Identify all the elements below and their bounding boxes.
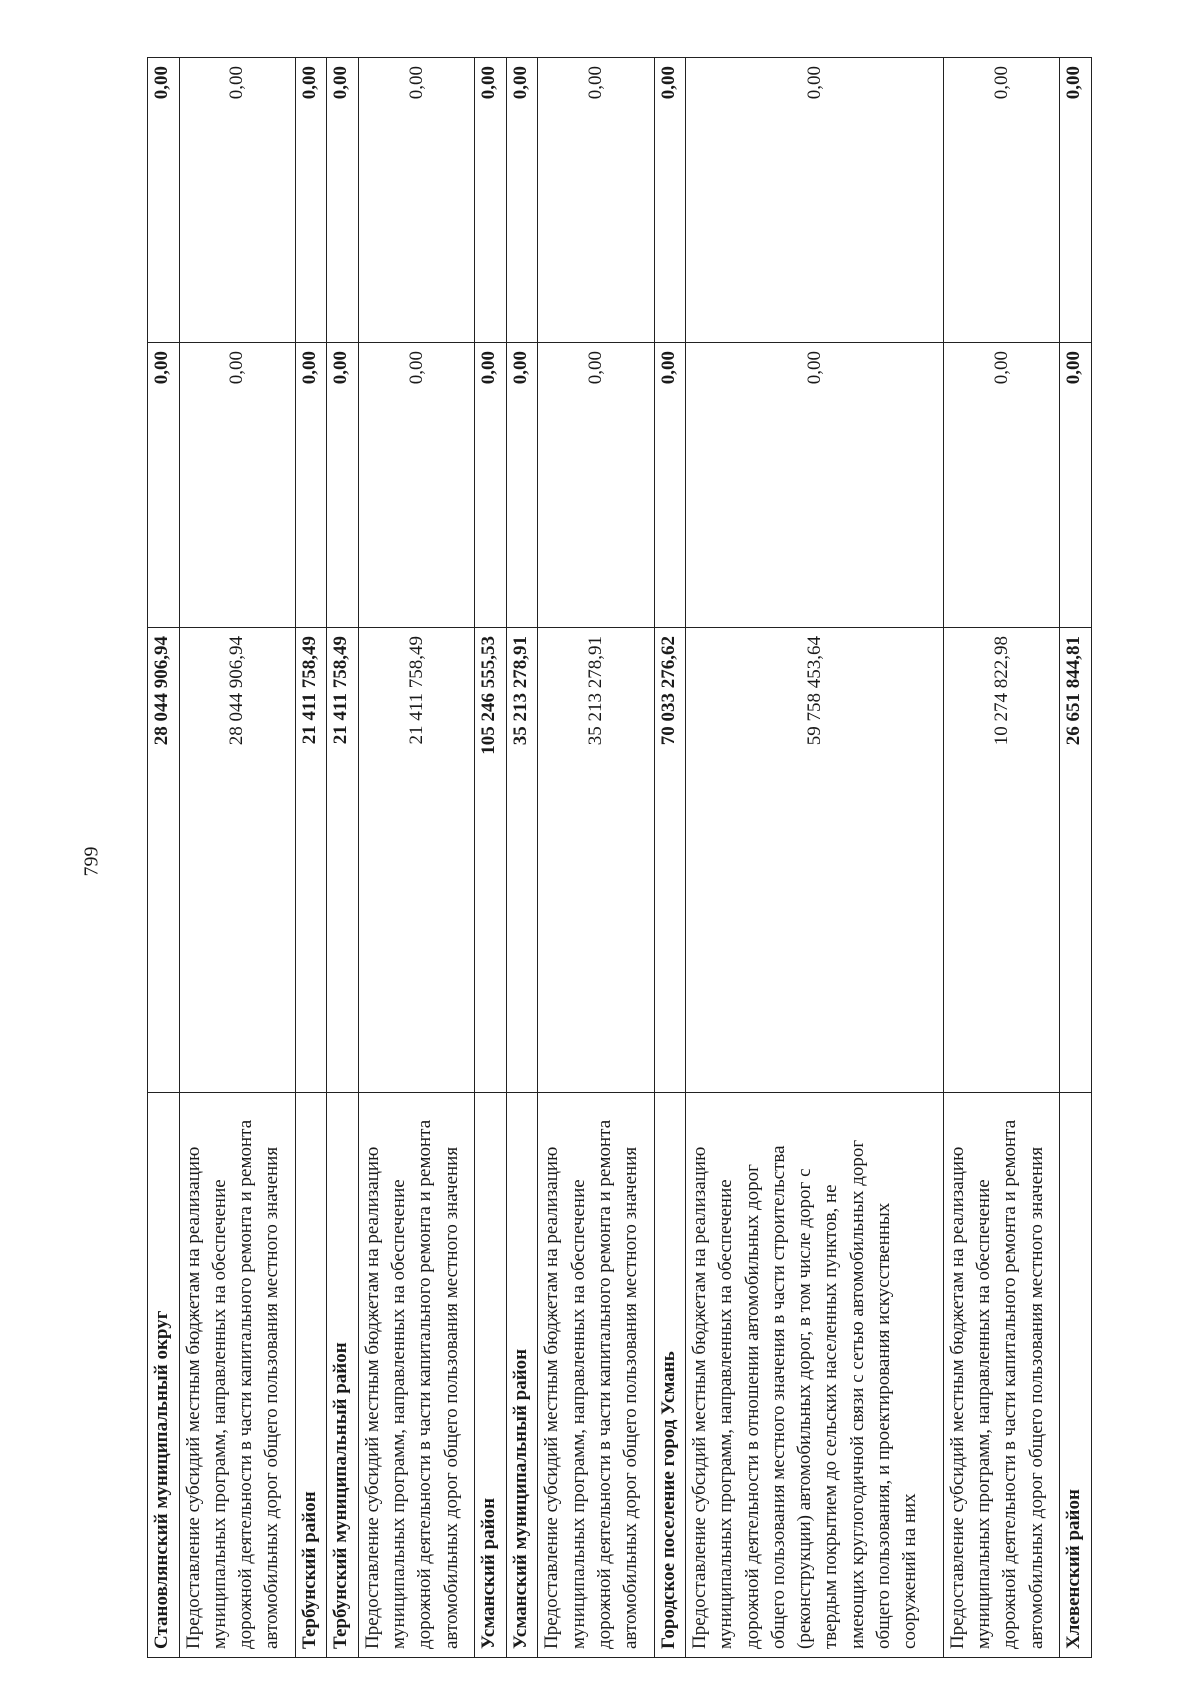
row-amount-3-cell: 0,00 bbox=[327, 58, 359, 343]
row-amount-2-cell: 0,00 bbox=[475, 343, 507, 628]
row-name-cell: Предоставление субсидий местным бюджетам на реализацию муниципальных программ, направленных на обеспечение дорожной деятельности в отношении автомобильных дорог общего пользования местного значения в части строительства (реконструкции) автомобильных дорог, в том числе дорог с твердым покрытием до сельских населенных пунктов, не имеющих круглогодичной связи с сетью автомобильных дорог общего пользования, и проектирования искусственных сооружений на них bbox=[686, 1093, 944, 1658]
table-row-total bbox=[327, 58, 359, 1658]
row-amount-3-cell: 0,00 bbox=[538, 58, 654, 343]
row-amount-2-cell: 0,00 bbox=[506, 343, 538, 628]
row-name-cell: Усманский муниципальный район bbox=[506, 1093, 538, 1658]
page-number: 799 bbox=[80, 846, 103, 877]
table-row-detail bbox=[358, 58, 474, 1658]
row-name-cell: Тербунский муниципальный район bbox=[327, 1093, 359, 1658]
row-amount-3-cell: 0,00 bbox=[654, 58, 686, 343]
row-amount-3-cell: 0,00 bbox=[179, 58, 295, 343]
row-amount-2-cell: 0,00 bbox=[327, 343, 359, 628]
row-name-cell: Становлянский муниципальный округ bbox=[148, 1093, 180, 1658]
row-amount-2-cell: 0,00 bbox=[654, 343, 686, 628]
row-amount-cell: 28 044 906,94 bbox=[148, 628, 180, 1093]
row-amount-cell: 59 758 453,64 bbox=[686, 628, 944, 1093]
row-amount-2-cell: 0,00 bbox=[148, 343, 180, 628]
row-amount-2-cell: 0,00 bbox=[686, 343, 944, 628]
budget-table-body bbox=[148, 58, 1092, 1658]
table-row-detail bbox=[179, 58, 295, 1658]
table-row-total bbox=[1060, 58, 1092, 1658]
row-amount-2-cell: 0,00 bbox=[944, 343, 1060, 628]
row-amount-3-cell: 0,00 bbox=[506, 58, 538, 343]
row-amount-3-cell: 0,00 bbox=[295, 58, 327, 343]
row-name-cell: Городское поселение город Усмань bbox=[654, 1093, 686, 1658]
table-row-total bbox=[475, 58, 507, 1658]
row-amount-3-cell: 0,00 bbox=[686, 58, 944, 343]
row-name-cell: Предоставление субсидий местным бюджетам на реализацию муниципальных программ, направленных на обеспечение дорожной деятельности в части капитального ремонта и ремонта автомобильных дорог общего пользования местного значения bbox=[179, 1093, 295, 1658]
row-name-cell: Хлевенский район bbox=[1060, 1093, 1092, 1658]
row-amount-3-cell: 0,00 bbox=[944, 58, 1060, 343]
row-name-cell: Предоставление субсидий местным бюджетам на реализацию муниципальных программ, направленных на обеспечение дорожной деятельности в части капитального ремонта и ремонта автомобильных дорог общего пользования местного значения bbox=[538, 1093, 654, 1658]
row-amount-cell: 28 044 906,94 bbox=[179, 628, 295, 1093]
table-row-total bbox=[506, 58, 538, 1658]
row-amount-cell: 105 246 555,53 bbox=[475, 628, 507, 1093]
rotated-table-container bbox=[147, 58, 1092, 1658]
row-amount-cell: 10 274 822,98 bbox=[944, 628, 1060, 1093]
table-row-total bbox=[148, 58, 180, 1658]
row-amount-2-cell: 0,00 bbox=[295, 343, 327, 628]
row-amount-cell: 26 651 844,81 bbox=[1060, 628, 1092, 1093]
table-row-total bbox=[295, 58, 327, 1658]
row-amount-3-cell: 0,00 bbox=[148, 58, 180, 343]
row-amount-cell: 35 213 278,91 bbox=[538, 628, 654, 1093]
row-amount-3-cell: 0,00 bbox=[1060, 58, 1092, 343]
row-amount-cell: 21 411 758,49 bbox=[358, 628, 474, 1093]
row-name-cell: Предоставление субсидий местным бюджетам на реализацию муниципальных программ, направленных на обеспечение дорожной деятельности в части капитального ремонта и ремонта автомобильных дорог общего пользования местного значения bbox=[944, 1093, 1060, 1658]
table-row-detail bbox=[686, 58, 944, 1658]
table-row-detail bbox=[944, 58, 1060, 1658]
table-row-total bbox=[654, 58, 686, 1658]
row-name-cell: Усманский район bbox=[475, 1093, 507, 1658]
row-amount-cell: 35 213 278,91 bbox=[506, 628, 538, 1093]
row-amount-3-cell: 0,00 bbox=[475, 58, 507, 343]
row-name-cell: Тербунский район bbox=[295, 1093, 327, 1658]
row-amount-cell: 21 411 758,49 bbox=[295, 628, 327, 1093]
row-amount-2-cell: 0,00 bbox=[358, 343, 474, 628]
row-amount-2-cell: 0,00 bbox=[1060, 343, 1092, 628]
row-amount-2-cell: 0,00 bbox=[538, 343, 654, 628]
table-row-detail bbox=[538, 58, 654, 1658]
row-amount-cell: 21 411 758,49 bbox=[327, 628, 359, 1093]
row-amount-2-cell: 0,00 bbox=[179, 343, 295, 628]
row-amount-3-cell: 0,00 bbox=[358, 58, 474, 343]
row-name-cell: Предоставление субсидий местным бюджетам на реализацию муниципальных программ, направленных на обеспечение дорожной деятельности в части капитального ремонта и ремонта автомобильных дорог общего пользования местного значения bbox=[358, 1093, 474, 1658]
budget-table bbox=[147, 57, 1092, 1658]
row-amount-cell: 70 033 276,62 bbox=[654, 628, 686, 1093]
